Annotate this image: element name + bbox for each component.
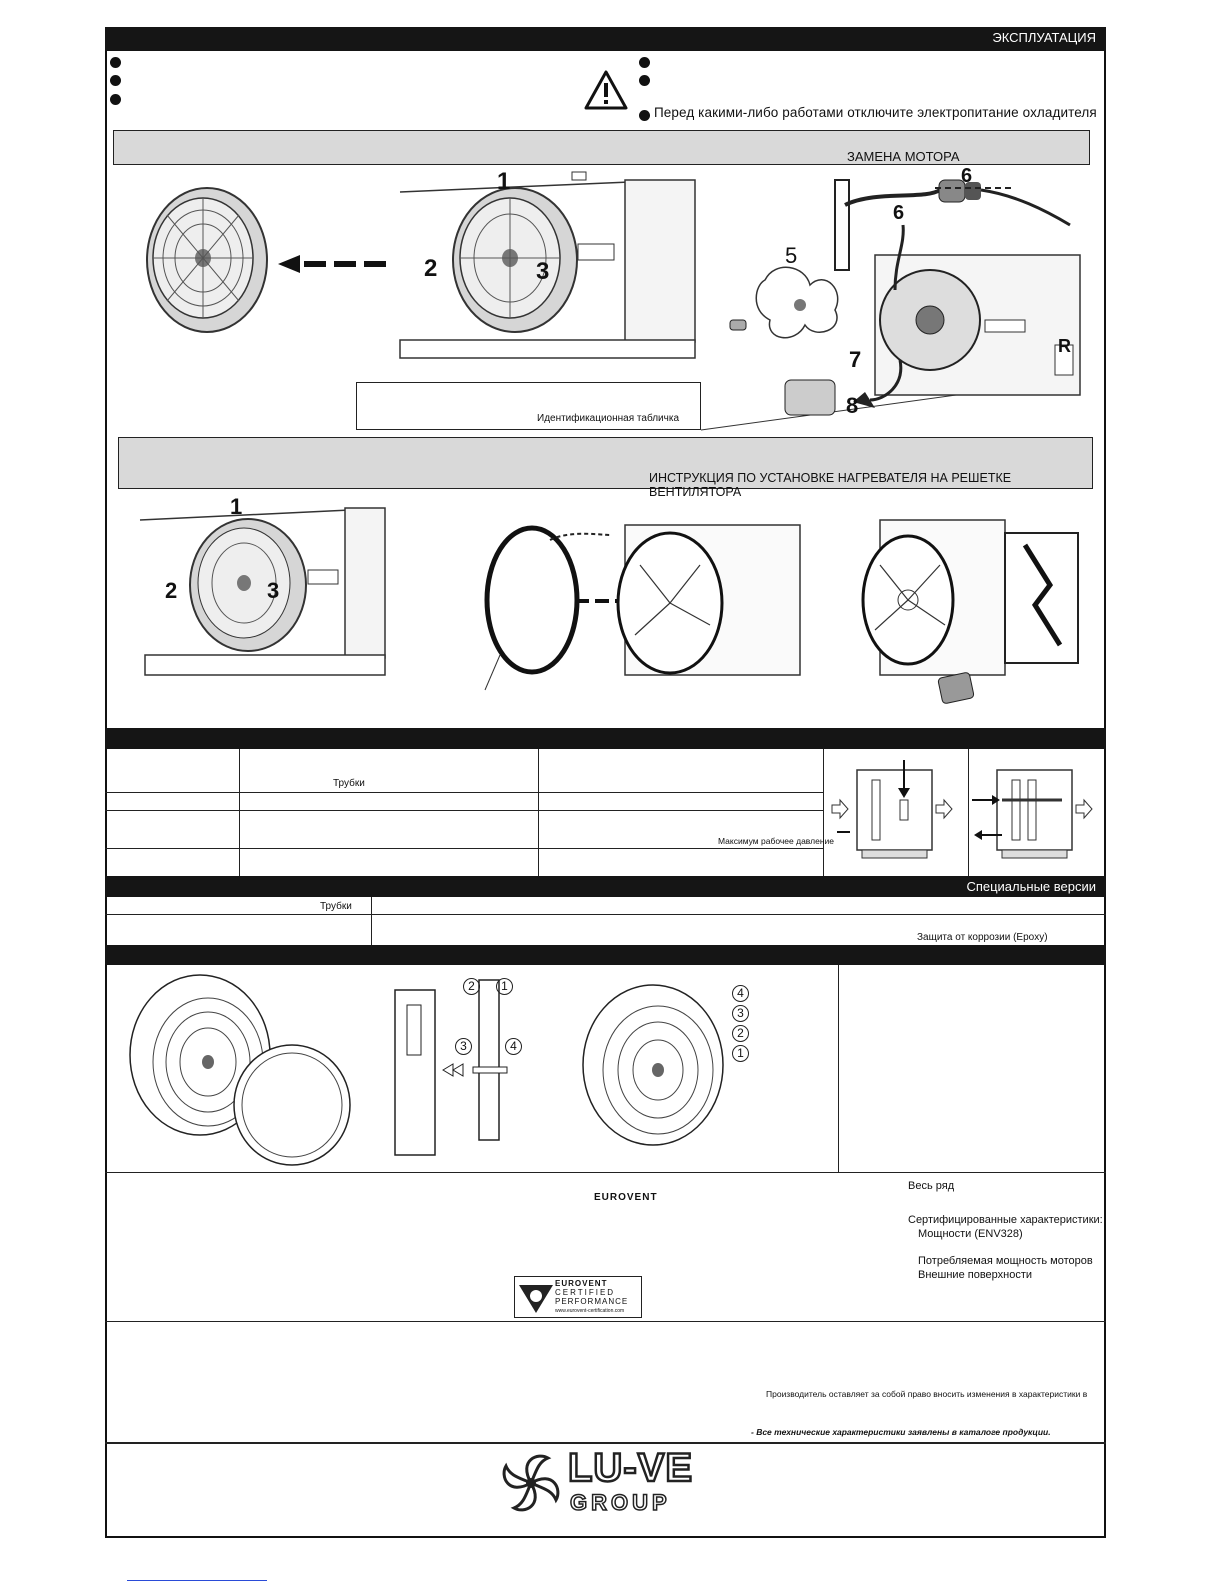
bullet-dot	[110, 57, 121, 68]
table-col-divider	[838, 965, 839, 1173]
callout-6-top: 6	[961, 165, 973, 187]
heater-connector-illustration	[860, 505, 1080, 705]
logo-line: EUROVENT	[555, 1279, 608, 1288]
bullet-dot	[110, 75, 121, 86]
bullet-dot	[110, 94, 121, 105]
brand-bottom: GROUP	[570, 1490, 671, 1515]
accessory-callout: 4	[732, 985, 749, 1002]
lu-ve-swirl-icon	[498, 1450, 564, 1516]
link-underline[interactable]	[127, 1580, 267, 1581]
section-divider	[105, 1321, 1106, 1322]
table-col-divider	[968, 749, 969, 876]
bullet-dot	[639, 110, 650, 121]
callout-R: R	[1058, 336, 1071, 356]
special-versions-bar	[105, 876, 1106, 897]
heater-installation-band	[118, 437, 1093, 499]
table-row-divider	[105, 914, 1106, 915]
special-tubes-label: Трубки	[320, 901, 352, 912]
table-col-divider	[823, 749, 824, 876]
accessory-callout: 1	[496, 978, 513, 995]
accessory-callout: 2	[463, 978, 480, 995]
catalog-note: - Все технические характеристики заявлены в каталоге продукции.	[751, 1427, 1051, 1437]
specs-header-bar	[105, 728, 1106, 749]
accessories-bar	[105, 945, 1106, 965]
cooler-unit-illustration	[400, 170, 700, 360]
table-col-divider	[371, 897, 372, 945]
arrow-left-icon	[278, 255, 408, 275]
certified-heading: Сертифицированные характеристики:	[908, 1214, 1103, 1226]
mounting-bracket-illustration	[395, 975, 535, 1155]
certified-item: Внешние поверхности	[918, 1269, 1033, 1281]
callout-3: 3	[536, 258, 550, 285]
airflow-diagram-single	[832, 760, 962, 870]
heater-unit-illustration	[140, 500, 390, 685]
accessory-callout: 1	[732, 1045, 749, 1062]
logo-line: www.eurovent-certification.com	[555, 1308, 625, 1314]
section-title: ЭКСПЛУАТАЦИЯ	[992, 30, 1096, 45]
detached-fan-illustration	[145, 185, 275, 335]
motor-exploded-illustration	[725, 170, 1095, 430]
logo-line: PERFORMANCE	[555, 1297, 629, 1306]
callout-2: 2	[424, 255, 438, 282]
callout-6: 6	[893, 202, 905, 224]
power-off-warning: Перед какими-либо работами отключите электропитание охладителя	[654, 105, 1097, 120]
certified-item: Потребляемая мощность моторов	[918, 1255, 1093, 1267]
eurovent-word: EUROVENT	[594, 1192, 658, 1203]
table-row-divider	[105, 810, 823, 811]
callout-5: 5	[785, 243, 798, 268]
eurovent-check-icon	[519, 1281, 553, 1315]
brand-top: LU-VE	[568, 1446, 693, 1490]
header-bar	[105, 27, 1106, 51]
tubes-label: Трубки	[333, 778, 365, 789]
whole-range-label: Весь ряд	[908, 1180, 955, 1192]
id-plate-label: Идентификационная табличка	[537, 413, 680, 424]
logo-line: CERTIFIED	[555, 1288, 616, 1297]
heater-callout-1: 1	[230, 494, 243, 519]
certified-item: Мощности (ENV328)	[918, 1228, 1023, 1240]
bullet-dot	[639, 57, 650, 68]
accessory-callout: 3	[455, 1038, 472, 1055]
bullet-dot	[639, 75, 650, 86]
table-col-divider	[538, 749, 539, 876]
motor-replacement-band	[113, 130, 1090, 165]
heater-ring-illustration	[470, 515, 800, 695]
rights-text: Производитель оставляет за собой право вносить изменения в характеристики в	[766, 1389, 1088, 1399]
eurovent-logo	[514, 1276, 642, 1318]
section-divider	[105, 1172, 1106, 1173]
callout-7: 7	[849, 347, 862, 372]
warning-icon	[584, 70, 628, 110]
accessory-callout: 2	[732, 1025, 749, 1042]
motor-replacement-title: ЗАМЕНА МОТОРА	[847, 149, 960, 164]
callout-8: 8	[846, 393, 859, 418]
id-plate-box	[356, 382, 701, 430]
table-row-divider	[105, 792, 823, 793]
accessory-callout: 3	[732, 1005, 749, 1022]
max-pressure-label: Максимум рабочее давление	[718, 836, 834, 846]
fan-shroud-illustration	[120, 970, 360, 1170]
heater-callout-2: 2	[165, 578, 178, 603]
section-divider	[105, 1442, 1106, 1444]
heater-installation-title: ИНСТРУКЦИЯ ПО УСТАНОВКЕ НАГРЕВАТЕЛЯ НА РЕШЕТКЕ ВЕНТИЛЯТОРА	[649, 471, 1012, 499]
fan-guard-illustration	[578, 980, 728, 1150]
table-row-divider	[105, 848, 823, 849]
callout-1: 1	[497, 168, 511, 195]
table-col-divider	[239, 749, 240, 876]
heater-callout-3: 3	[267, 578, 280, 603]
airflow-diagram-dual	[972, 760, 1102, 870]
accessory-callout: 4	[505, 1038, 522, 1055]
corrosion-label: Защита от коррозии (Epoxy)	[917, 932, 1048, 943]
special-versions-title: Специальные версии	[966, 879, 1096, 894]
